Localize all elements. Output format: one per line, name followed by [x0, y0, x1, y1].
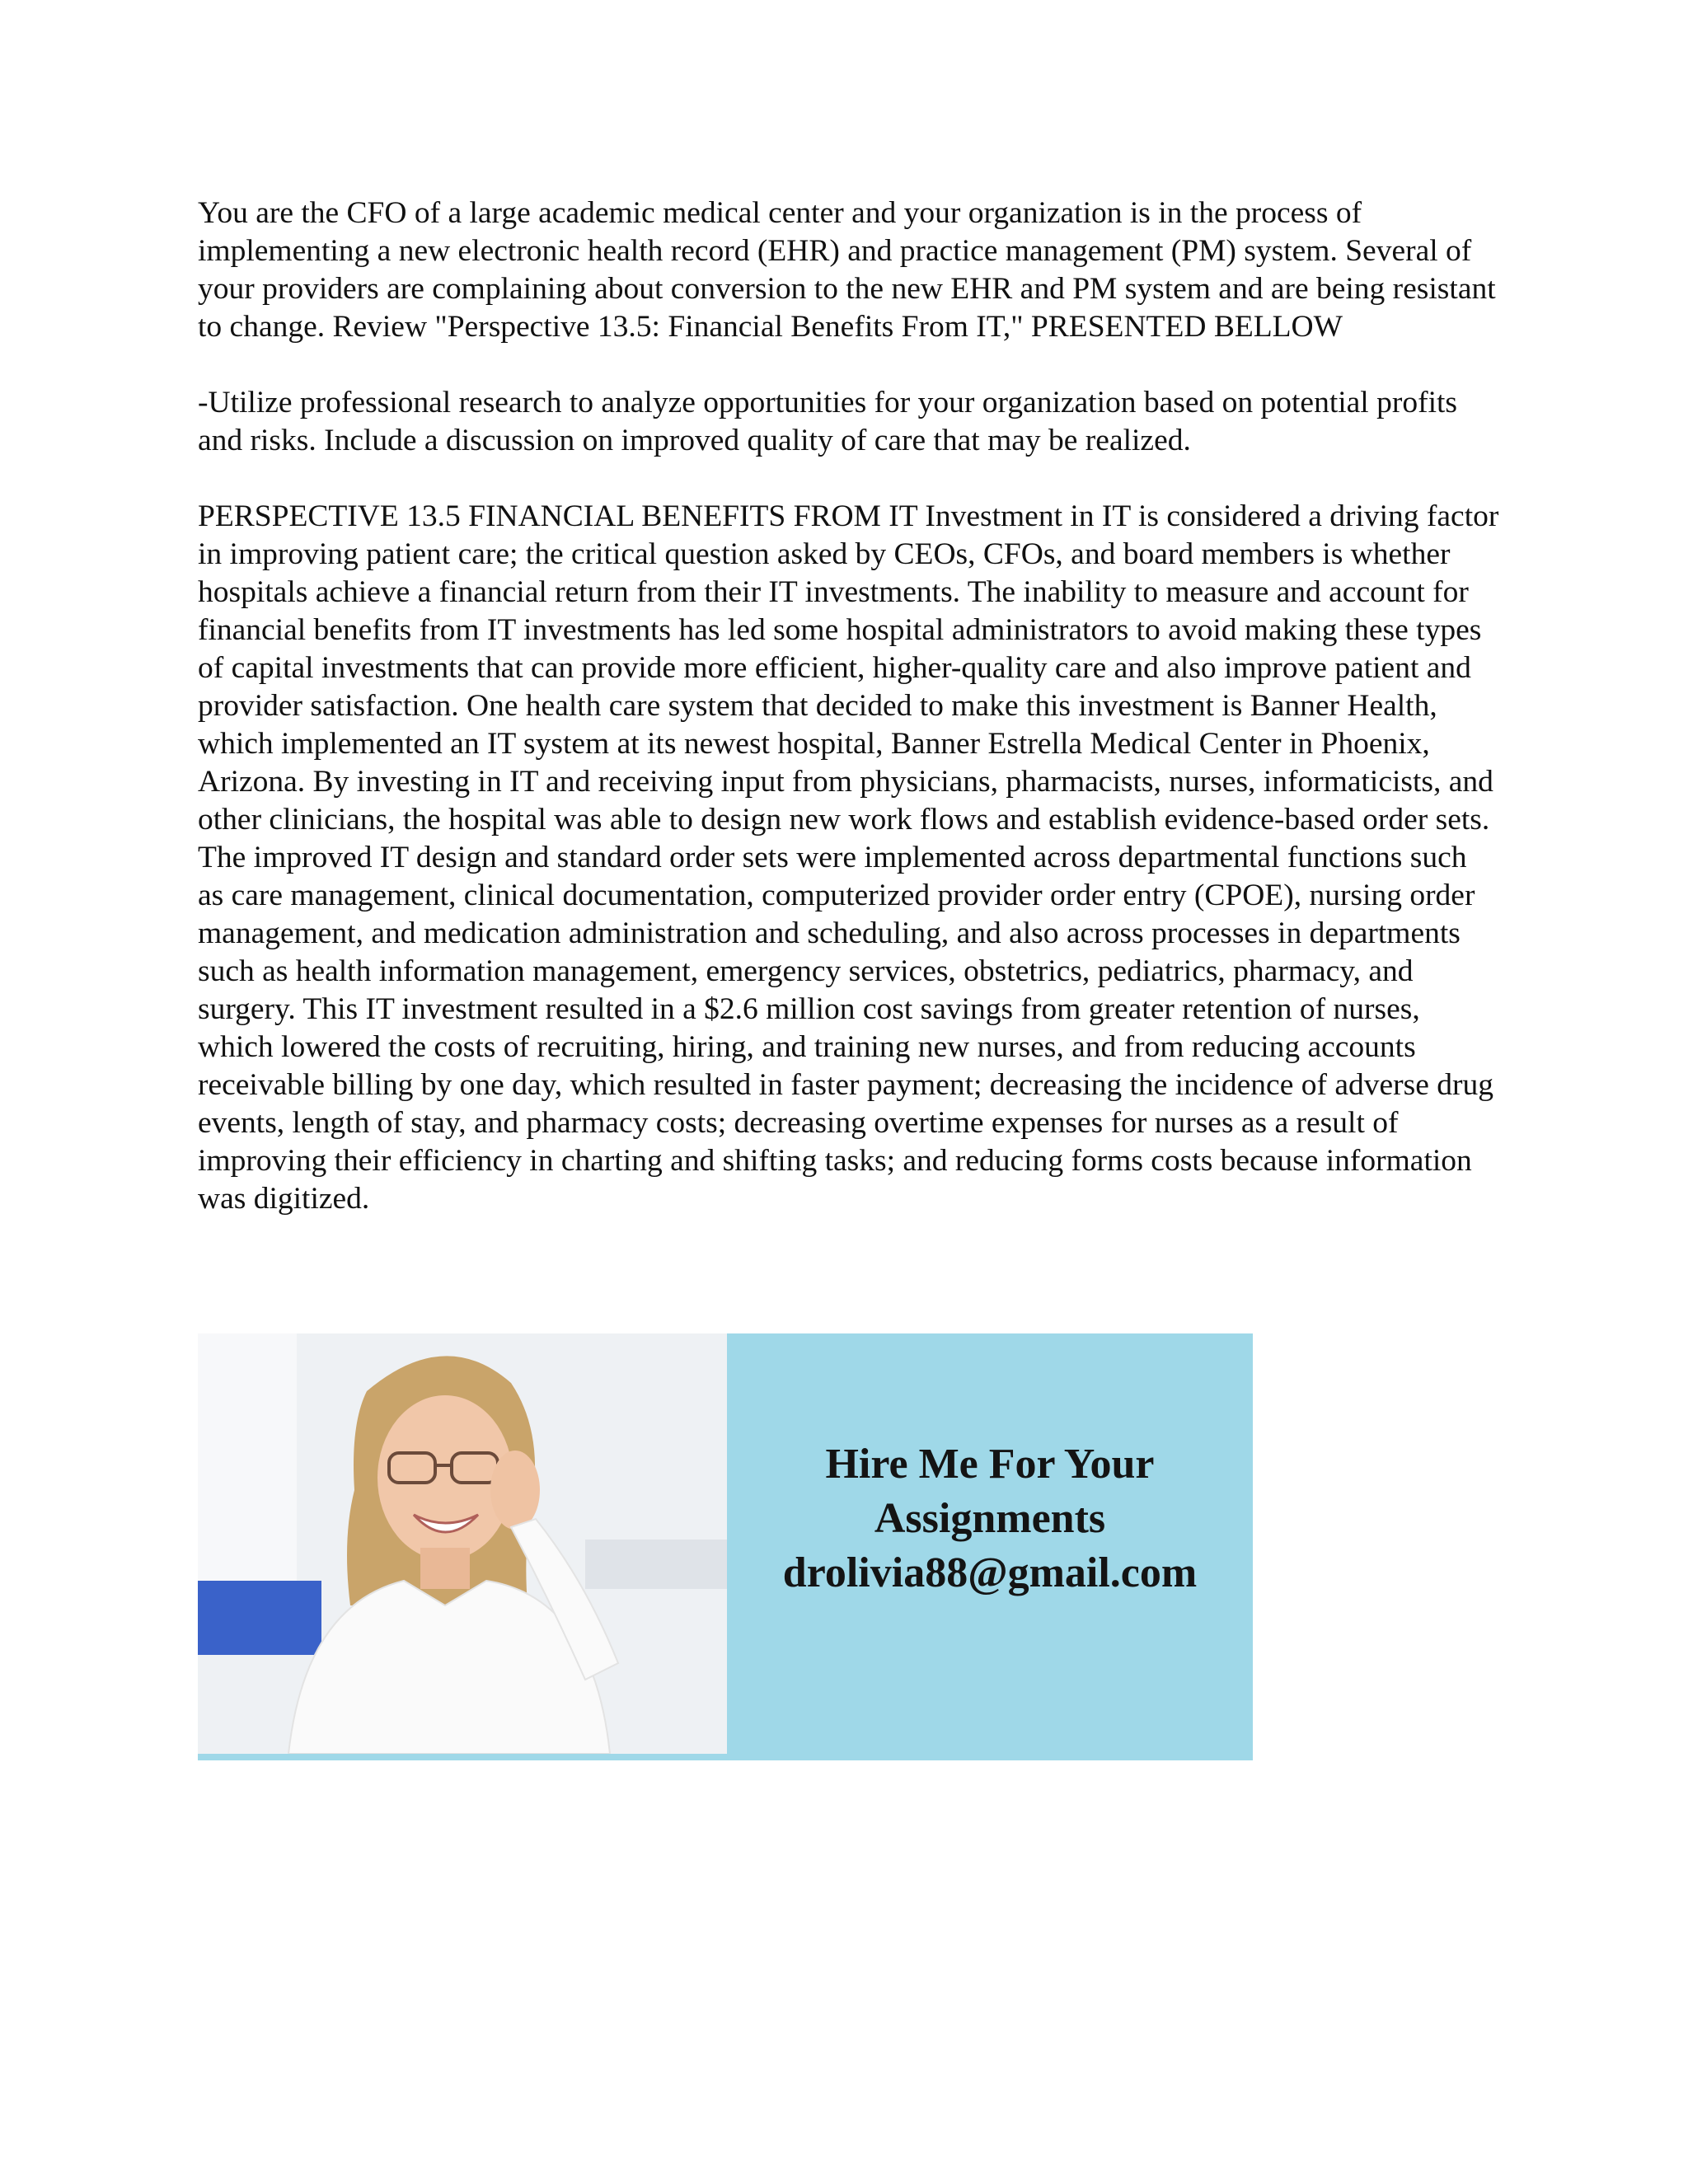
- assignment-prompt-paragraph: You are the CFO of a large academic medical center and your organization is in the process of implementing a new electronic health record (EHR) and practice management (PM) system. Several of your providers are complaining about conversion to the new EHR and PM system and are being resistant to change. Review "Perspective 13.5: Financial Benefits From IT," PRESENTED BELLOW: [198, 196, 1496, 344]
- perspective-paragraph: PERSPECTIVE 13.5 FINANCIAL BENEFITS FROM IT Investment in IT is considered a driving factor in improving patient care; the critical question asked by CEOs, CFOs, and board members is whether hospitals achieve a financial return from their IT investments. The inability to measure and account for financial benefits from IT investments has led some hospital administrators to avoid making these types of capital investments that can provide more efficient, higher-quality care and also improve patient and provider satisfaction. One health care system that decided to make this investment is Banner Health, which implemented an IT system at its newest hospital, Banner Estrella Medical Center in Phoenix, Arizona. By investing in IT and receiving input from physicians, pharmacists, nurses, informaticists, and other clinicians, the hospital was able to design new work flows and establish evidence-based order sets. The improved IT design and standard order sets were implemented across departmental functions such as care management, clinical documentation, computerized provider order entry (CPOE), nursing order management, and medication administration and scheduling, and also across processes in departments such as health information management, emergency services, obstetrics, pediatrics, pharmacy, and surgery. This IT investment resulted in a $2.6 million cost savings from greater retention of nurses, which lowered the costs of recruiting, hiring, and training new nurses, and from reducing accounts receivable billing by one day, which resulted in faster payment; decreasing the incidence of adverse drug events, length of stay, and pharmacy costs; decreasing overtime expenses for nurses as a result of improving their efficiency in charting and shifting tasks; and reducing forms costs because information was digitized.: [198, 499, 1499, 1216]
- promo-headline: Hire Me For Your: [825, 1441, 1155, 1488]
- assignment-instruction-paragraph: -Utilize professional research to analyze opportunities for your organization based on potential profits and risks. Include a discussion on improved quality of care that may be realized.: [198, 386, 1457, 457]
- promo-text: [727, 1437, 1253, 1601]
- advertisement-banner: [198, 1333, 1253, 1760]
- woman-photo-illustration: [198, 1333, 727, 1754]
- promo-panel: [727, 1333, 1253, 1760]
- document-body: [198, 194, 1500, 1218]
- smiling-woman-photo: [198, 1333, 727, 1754]
- promo-subheadline: Assignments: [874, 1495, 1106, 1542]
- banner-bottom-strip: [198, 1754, 727, 1760]
- promo-email: drolivia88@gmail.com: [782, 1549, 1198, 1596]
